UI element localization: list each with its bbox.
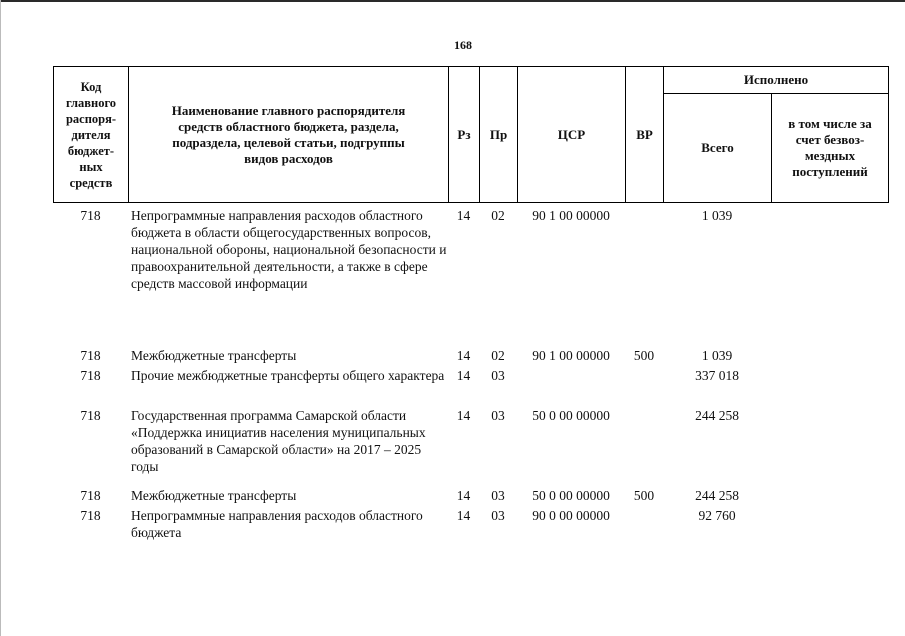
header-name-line: Наименование главного распорядителя [171,102,406,118]
header-executed: Исполнено [664,67,889,94]
cell-rz: 14 [456,348,471,363]
cell-total: 337 018 [695,368,739,383]
cell-pr: 02 [491,348,505,363]
header-code-line: главного [65,95,117,110]
cell-code: 718 [80,488,101,503]
header-incl-line: в том числе за [788,116,872,131]
header-code-line: Код [80,79,102,94]
cell-pr: 03 [491,408,505,423]
cell-csr: 50 0 00 00000 [532,408,610,423]
cell-name: Непрограммные направления расходов областного бюджета в области общегосударственных вопросов, национальной обороны, национальной безопасности и правоохранительной деятельности, а также в сфере средств массовой информации [131,208,447,291]
header-code-line: дителя [71,127,111,142]
scan-edge-left [0,0,1,636]
header-code-line: бюджет- [67,143,115,158]
header-incl-line: счет безвоз- [795,132,865,147]
scan-edge-top [0,0,905,2]
header-rz: Рз [449,67,480,203]
cell-code: 718 [80,408,101,423]
cell-name: Межбюджетные трансферты [131,348,297,363]
budget-table-header [53,66,889,203]
cell-total: 1 039 [701,348,733,363]
header-name-line: средств областного бюджета, раздела, [178,118,399,134]
header-incl-gratuitous [772,94,889,203]
cell-pr: 03 [491,508,505,523]
header-code-line: ных [79,159,103,174]
cell-pr: 03 [491,368,505,383]
page-number: 168 [454,38,472,52]
cell-total: 1 039 [701,208,733,223]
cell-csr: 90 1 00 00000 [532,348,610,363]
cell-name: Непрограммные направления расходов областного бюджета [131,508,423,540]
cell-name: Государственная программа Самарской области «Поддержка инициатив населения муниципальных образований в Самарской области» на 2017 – 2025 годы [131,408,426,474]
header-vr: ВР [626,67,664,203]
cell-code: 718 [80,208,101,223]
cell-rz: 14 [456,508,471,523]
cell-csr: 90 1 00 00000 [532,208,610,223]
cell-rz: 14 [456,368,471,383]
cell-name: Прочие межбюджетные трансферты общего характера [131,368,445,383]
cell-rz: 14 [456,488,471,503]
cell-rz: 14 [456,408,471,423]
cell-code: 718 [80,348,101,363]
cell-vr: 500 [633,488,655,503]
cell-pr: 03 [491,488,505,503]
header-code-line: распоря- [65,111,117,126]
header-name-line: подраздела, целевой статьи, подгруппы [172,134,405,150]
header-total: Всего [664,94,772,203]
cell-name: Межбюджетные трансферты [131,488,297,503]
cell-csr: 50 0 00 00000 [532,488,610,503]
cell-csr: 90 0 00 00000 [532,508,610,523]
header-name-line: видов расходов [244,150,333,166]
cell-code: 718 [80,508,101,523]
cell-pr: 02 [491,208,505,223]
cell-total: 244 258 [695,488,739,503]
header-pr: Пр [480,67,518,203]
header-code-line: средств [69,175,113,190]
header-incl-line: мездных [804,148,856,163]
header-incl-line: поступлений [792,164,868,179]
header-name [129,67,449,203]
cell-rz: 14 [456,208,471,223]
header-csr: ЦСР [518,67,626,203]
cell-total: 92 760 [698,508,736,523]
cell-total: 244 258 [695,408,739,423]
cell-code: 718 [80,368,101,383]
cell-vr: 500 [633,348,655,363]
header-code [54,67,129,203]
